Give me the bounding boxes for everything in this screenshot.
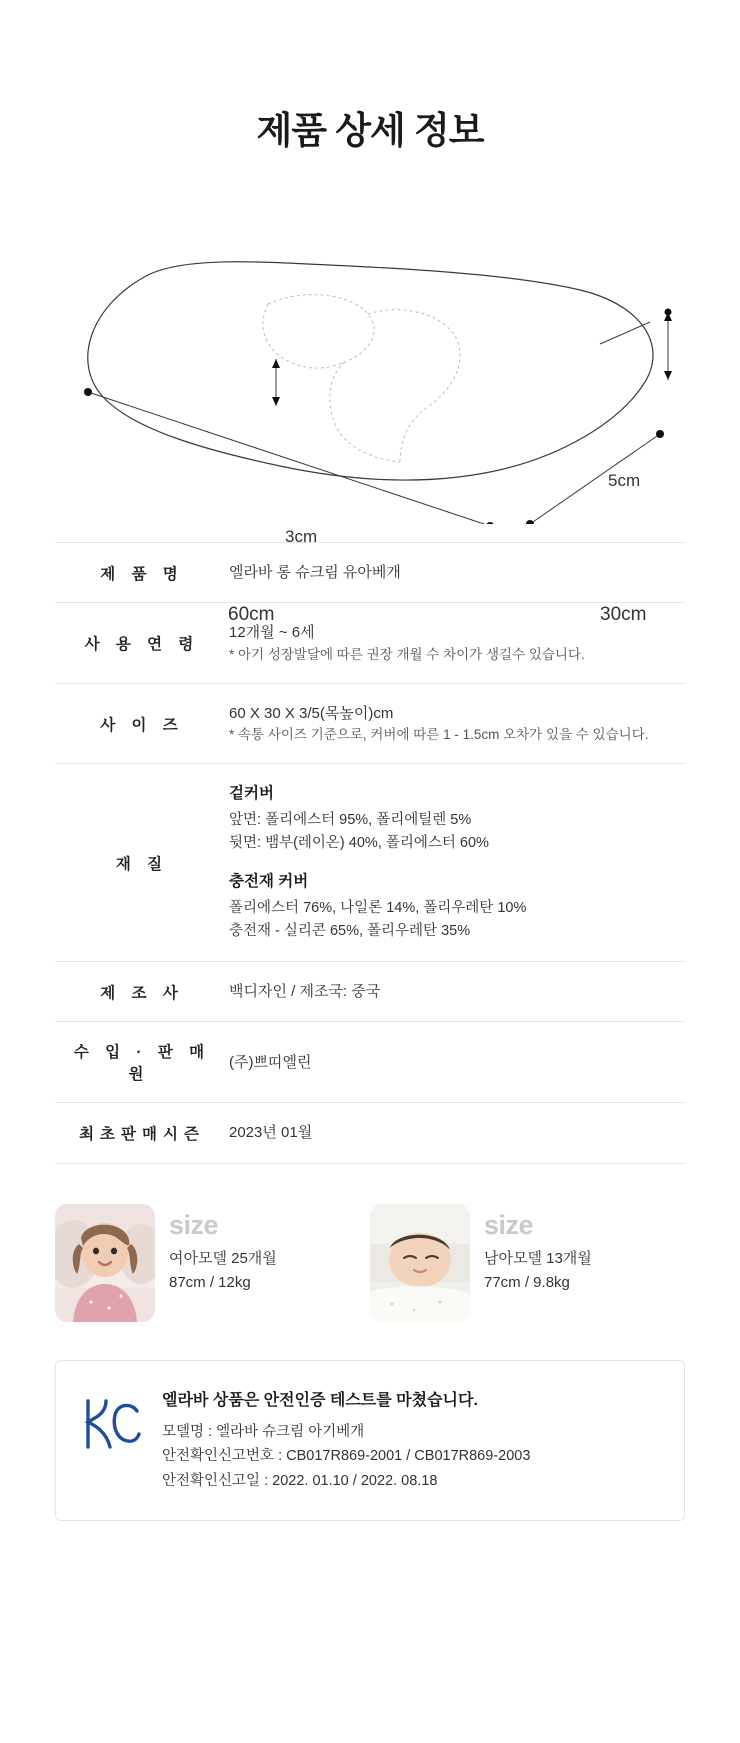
- length-endpoint-left: [84, 388, 92, 396]
- material-block-filler-cover: [229, 870, 679, 943]
- length-label: 60cm: [228, 604, 275, 625]
- table-row: [55, 764, 685, 962]
- page-title: 제품 상세 정보: [256, 110, 484, 151]
- material-line: 충전재 - 실리콘 65%, 폴리우레탄 35%: [229, 922, 471, 939]
- spec-value-manufacturer: 백디자인 / 제조국: 중국: [229, 983, 381, 1001]
- model-photo-boy: [370, 1204, 470, 1322]
- kc-report-date: 안전확인신고일 : 2022. 01.10 / 2022. 08.18: [162, 1473, 438, 1490]
- spec-label-importer: 수 입 · 판 매 원: [73, 1044, 211, 1084]
- spec-value-text: 60 X 30 X 3/5(목높이)cm: [229, 704, 394, 722]
- spec-value-text: 12개월 ~ 6세: [229, 624, 315, 642]
- spec-value-product-name: [223, 543, 685, 603]
- kc-text-block: [154, 1387, 530, 1495]
- spec-note: * 속통 사이즈 기준으로, 커버에 따른 1 - 1.5cm 오차가 있을 수 있습니다.: [229, 727, 649, 742]
- model-age-line: 여아모델 25개월: [169, 1249, 277, 1267]
- model-measure-line: 77cm / 9.8kg: [484, 1274, 570, 1292]
- width-measure-line: [530, 434, 660, 524]
- kc-report-number: 안전확인신고번호 : CB017R869-2001 / CB017R869-2003: [162, 1448, 531, 1465]
- pillow-inner-contour-4: [263, 304, 345, 368]
- size-word: size: [484, 1209, 534, 1240]
- spec-value-size: [223, 683, 685, 764]
- table-row: [55, 1022, 685, 1103]
- spec-label-manufacturer: 제 조 사: [100, 984, 184, 1002]
- high-height-label: 5cm: [608, 471, 641, 490]
- pillow-inner-contour-2: [330, 362, 400, 462]
- model-card-girl: [55, 1204, 370, 1322]
- spec-label-material: 재 질: [115, 855, 169, 873]
- size-word: size: [169, 1209, 219, 1240]
- model-size-section: [55, 1204, 685, 1322]
- length-measure-line: [88, 392, 490, 524]
- spec-label-first-season: 최초판매시즌: [79, 1125, 205, 1143]
- spec-label-age: 사 용 연 령: [84, 636, 200, 653]
- model-card-boy: [370, 1204, 685, 1322]
- kc-model-name: 모델명 : 엘라바 슈크림 아기베개: [162, 1423, 365, 1440]
- material-line: 앞면: 폴리에스터 95%, 폴리에틸렌 5%: [229, 812, 472, 829]
- model-info-boy: [470, 1204, 592, 1295]
- kc-certification-box: [55, 1360, 685, 1522]
- table-row: [55, 543, 685, 603]
- material-block-outer-cover: [229, 782, 679, 855]
- material-head: 겉커버: [229, 785, 274, 803]
- model-info-girl: [155, 1204, 277, 1295]
- spec-label-size: 사 이 즈: [100, 716, 184, 734]
- width-endpoint-top: [656, 430, 664, 438]
- table-row: [55, 603, 685, 684]
- table-row: [55, 962, 685, 1022]
- model-measure-line: 87cm / 12kg: [169, 1274, 251, 1292]
- material-line: 폴리에스터 76%, 나일론 14%, 폴리우레탄 10%: [229, 899, 527, 916]
- low-height-label: 3cm: [285, 527, 318, 546]
- low-height-arrow-up: [272, 359, 280, 368]
- table-row: [55, 683, 685, 764]
- low-height-arrow-down: [272, 397, 280, 406]
- pillow-inner-contour-3: [368, 310, 460, 462]
- table-row: [55, 1103, 685, 1163]
- pillow-inner-contour-1: [268, 295, 374, 362]
- spec-value-importer: (주)쁘띠엘린: [229, 1053, 312, 1071]
- length-endpoint-right: [486, 522, 494, 524]
- high-height-arrow-down: [664, 371, 672, 380]
- spec-value-first-season: 2023년 01월: [229, 1124, 313, 1142]
- material-head: 충전재 커버: [229, 872, 309, 890]
- spec-label-product-name: 제 품 명: [100, 565, 184, 583]
- material-line: 뒷면: 뱀부(레이온) 40%, 폴리에스터 60%: [229, 835, 489, 852]
- specification-table: [55, 542, 685, 1164]
- width-label: 30cm: [600, 604, 647, 625]
- spec-note: * 아기 성장발달에 따른 권장 개월 수 차이가 생길수 있습니다.: [229, 646, 585, 662]
- high-height-leader: [600, 322, 650, 344]
- kc-title: 엘라바 상품은 안전인증 테스트를 마쳤습니다.: [162, 1391, 478, 1409]
- spec-value-text: 엘라바 롱 슈크림 유아베개: [229, 564, 401, 581]
- high-height-endpoint: [665, 309, 672, 316]
- pillow-outline: [88, 262, 653, 480]
- model-photo-girl: [55, 1204, 155, 1322]
- width-endpoint-bottom: [526, 520, 534, 524]
- model-age-line: 남아모델 13개월: [484, 1249, 592, 1267]
- kc-mark-icon: [80, 1387, 154, 1458]
- spec-value-material: [223, 764, 685, 962]
